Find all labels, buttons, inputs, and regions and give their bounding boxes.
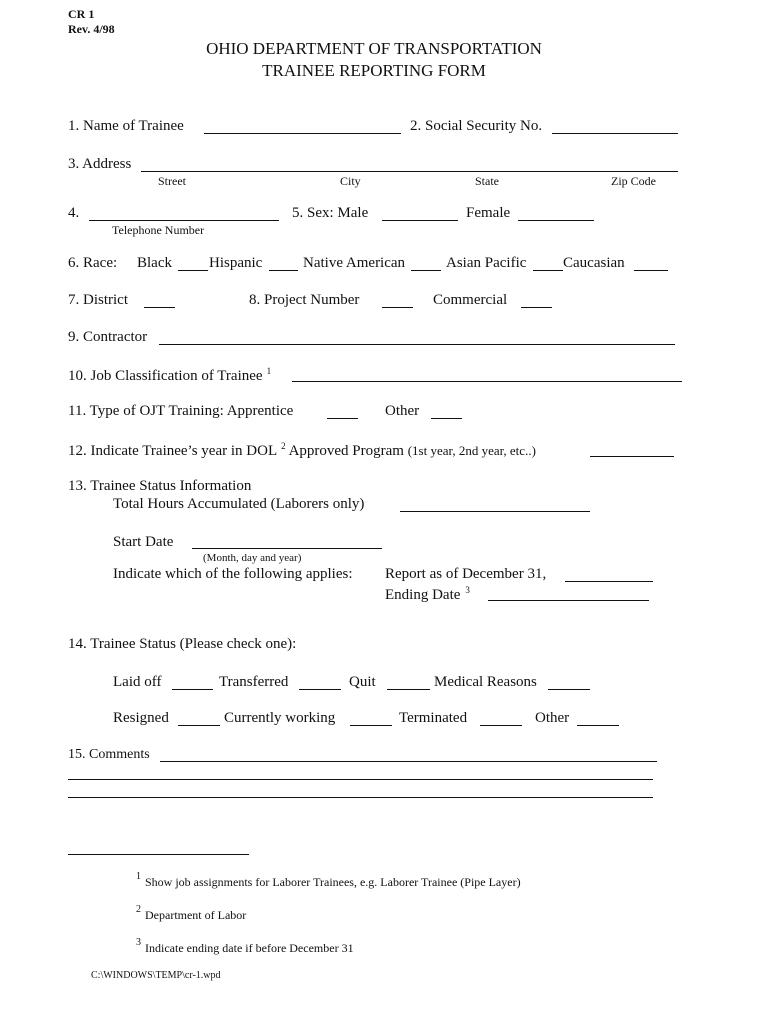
revision: Rev. 4/98 bbox=[68, 22, 115, 36]
race-native-label: Native American bbox=[303, 255, 406, 271]
form-code: CR 1 bbox=[68, 7, 95, 21]
ojt-other-field[interactable] bbox=[431, 418, 462, 419]
trainee-status-label: 14. Trainee Status (Please check one): bbox=[68, 636, 297, 652]
ending-date-label: Ending Date $^3$ bbox=[385, 585, 470, 603]
report-as-of-label: Report as of December 31, bbox=[385, 566, 547, 582]
ssn-label: 2. Social Security No. bbox=[410, 118, 543, 134]
race-asian-label: Asian Pacific bbox=[446, 255, 527, 271]
page-subtitle: TRAINEE REPORTING FORM bbox=[262, 61, 486, 80]
laid-off-field[interactable] bbox=[172, 689, 213, 690]
district-label: 7. District bbox=[68, 292, 128, 308]
sex-male-label: 5. Sex: Male bbox=[292, 205, 369, 221]
start-date-field[interactable] bbox=[192, 548, 382, 549]
city-caption: City bbox=[340, 174, 361, 188]
trainee-status-info-label: 13. Trainee Status Information bbox=[68, 478, 252, 494]
address-field[interactable] bbox=[141, 171, 678, 172]
total-hours-label: Total Hours Accumulated (Laborers only) bbox=[113, 496, 365, 512]
zip-caption: Zip Code bbox=[611, 174, 656, 188]
ojt-other-label: Other bbox=[385, 403, 420, 419]
race-caucasian-label: Caucasian bbox=[563, 255, 625, 271]
footnote-1-number: 1 bbox=[136, 871, 141, 882]
footnote-ref-1: 1 bbox=[266, 366, 272, 376]
commercial-label: Commercial bbox=[433, 292, 508, 308]
resigned-label: Resigned bbox=[113, 710, 169, 726]
quit-field[interactable] bbox=[387, 689, 430, 690]
race-caucasian-field[interactable] bbox=[634, 270, 668, 271]
ssn-field[interactable] bbox=[552, 133, 678, 134]
applies-label: Indicate which of the following applies: bbox=[113, 566, 353, 582]
footnote-ref-2: 2 bbox=[281, 441, 286, 451]
footnote-divider bbox=[68, 854, 249, 855]
resigned-field[interactable] bbox=[178, 725, 220, 726]
footnote-ref-3: 3 bbox=[465, 585, 470, 595]
comments-label: 15. Comments bbox=[68, 747, 150, 762]
currently-working-label: Currently working bbox=[224, 710, 336, 726]
terminated-label: Terminated bbox=[399, 710, 468, 726]
race-label: 6. Race: bbox=[68, 255, 118, 271]
district-field[interactable] bbox=[144, 307, 175, 308]
address-label: 3. Address bbox=[68, 156, 132, 172]
comments-field-line-2[interactable] bbox=[68, 779, 653, 780]
footnote-3-number: 3 bbox=[136, 937, 141, 948]
state-caption: State bbox=[475, 174, 499, 188]
laid-off-label: Laid off bbox=[113, 674, 162, 690]
medical-reasons-field[interactable] bbox=[548, 689, 590, 690]
dol-year-label: 12. Indicate Trainee’s year in DOL $^2$ Approved Program (1st year, 2nd year, etc..) bbox=[68, 441, 536, 459]
report-as-of-field[interactable] bbox=[565, 581, 653, 582]
race-hispanic-label: Hispanic bbox=[209, 255, 263, 271]
dol-year-field[interactable] bbox=[590, 456, 674, 457]
telephone-field[interactable] bbox=[89, 220, 279, 221]
ojt-training-label: 11. Type of OJT Training: Apprentice bbox=[68, 403, 294, 419]
commercial-field[interactable] bbox=[521, 307, 552, 308]
race-black-label: Black bbox=[137, 255, 172, 271]
telephone-caption: Telephone Number bbox=[112, 223, 205, 237]
job-classification-field[interactable] bbox=[292, 381, 682, 382]
race-asian-field[interactable] bbox=[533, 270, 563, 271]
transferred-label: Transferred bbox=[219, 674, 289, 690]
trainee-name-field[interactable] bbox=[204, 133, 401, 134]
quit-label: Quit bbox=[349, 674, 376, 690]
ending-date-field[interactable] bbox=[488, 600, 649, 601]
footnote-2-text: Department of Labor bbox=[145, 908, 247, 922]
status-other-label: Other bbox=[535, 710, 570, 726]
race-black-field[interactable] bbox=[178, 270, 208, 271]
status-other-field[interactable] bbox=[577, 725, 619, 726]
page-title: OHIO DEPARTMENT OF TRANSPORTATION bbox=[206, 39, 542, 58]
street-caption: Street bbox=[158, 174, 186, 188]
footnote-1-text: Show job assignments for Laborer Trainees, e.g. Laborer Trainee (Pipe Layer) bbox=[145, 875, 521, 889]
contractor-label: 9. Contractor bbox=[68, 329, 148, 345]
phone-number-label: 4. bbox=[68, 205, 80, 221]
currently-working-field[interactable] bbox=[350, 725, 392, 726]
footnote-2-number: 2 bbox=[136, 904, 141, 915]
total-hours-field[interactable] bbox=[400, 511, 590, 512]
file-path: C:\WINDOWS\TEMP\cr-1.wpd bbox=[91, 970, 221, 981]
medical-reasons-label: Medical Reasons bbox=[434, 674, 537, 690]
transferred-field[interactable] bbox=[299, 689, 341, 690]
trainee-name-label: 1. Name of Trainee bbox=[68, 118, 184, 134]
race-native-field[interactable] bbox=[411, 270, 441, 271]
terminated-field[interactable] bbox=[480, 725, 522, 726]
start-date-label: Start Date bbox=[113, 534, 174, 550]
contractor-field[interactable] bbox=[159, 344, 675, 345]
job-classification-label: 10. Job Classification of Trainee $^1$ bbox=[68, 366, 272, 384]
project-number-label: 8. Project Number bbox=[249, 292, 360, 308]
female-field[interactable] bbox=[518, 220, 594, 221]
comments-field-line-1[interactable] bbox=[160, 761, 657, 762]
race-hispanic-field[interactable] bbox=[269, 270, 298, 271]
start-date-caption: (Month, day and year) bbox=[203, 552, 302, 564]
project-number-field[interactable] bbox=[382, 307, 413, 308]
female-label: Female bbox=[466, 205, 511, 221]
comments-field-line-3[interactable] bbox=[68, 797, 653, 798]
apprentice-field[interactable] bbox=[327, 418, 358, 419]
male-field[interactable] bbox=[382, 220, 458, 221]
footnote-3-text: Indicate ending date if before December 31 bbox=[145, 941, 354, 955]
